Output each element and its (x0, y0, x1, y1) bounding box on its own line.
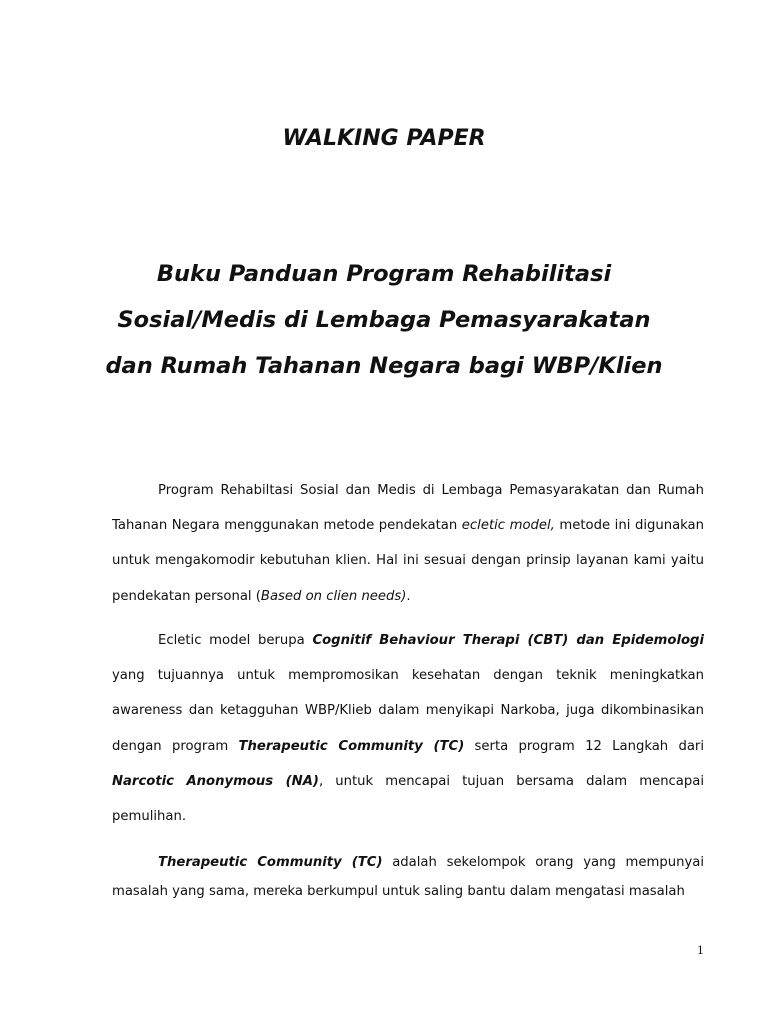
emphasis-text: Based on clien needs) (260, 588, 407, 604)
subtitle-line: Buku Panduan Program Rehabilitasi (156, 261, 612, 287)
bold-term: Narcotic Anonymous (NA) (112, 773, 319, 789)
paragraph-text: yang tujuannya untuk mempromosikan kesehatan dengan teknik meningkatkan awareness dan ketagguhan WBP/Klieb dalam menyikapi Narkoba, juga dikombinasikan dengan program (112, 668, 704, 754)
paragraph-text: metode ini digunakan untuk mengakomodir kebutuhan klien. Hal ini sesuai dengan prinsip layanan kami yaitu pendekatan personal ( (112, 518, 704, 604)
document-title: WALKING PAPER (282, 126, 486, 151)
bold-term: Therapeutic Community (TC) (158, 855, 383, 870)
emphasis-text: ecletic model, (461, 518, 555, 534)
paragraph-text: serta program 12 Langkah dari (464, 738, 704, 754)
paragraph-text: adalah sekelompok orang yang mempunyai masalah yang sama, mereka berkumpul untuk saling bantu dalam mengatasi masalah (112, 855, 704, 899)
paragraph-1 (112, 473, 704, 614)
document-subtitle (60, 251, 708, 389)
paragraph-text: Ecletic model berupa (158, 633, 313, 648)
paragraph-2 (112, 623, 704, 834)
subtitle-line: Sosial/Medis di Lembaga Pemasyarakatan (117, 307, 651, 333)
bold-term: Therapeutic Community (TC) (238, 738, 465, 754)
page-number: 1 (697, 944, 704, 957)
paragraph-3 (112, 848, 704, 906)
bold-term: Cognitif Behaviour Therapi (CBT) dan Epidemologi (312, 633, 704, 648)
paragraph-text: . (406, 588, 411, 604)
paragraph-text: Program Rehabiltasi Sosial dan Medis di Lembaga Pemasyarakatan dan Rumah Tahanan Negara menggunakan metode pendekatan (112, 483, 704, 534)
paragraph-text: , untuk mencapai tujuan bersama dalam mencapai pemulihan. (112, 773, 705, 825)
subtitle-line: dan Rumah Tahanan Negara bagi WBP/Klien (105, 353, 663, 379)
